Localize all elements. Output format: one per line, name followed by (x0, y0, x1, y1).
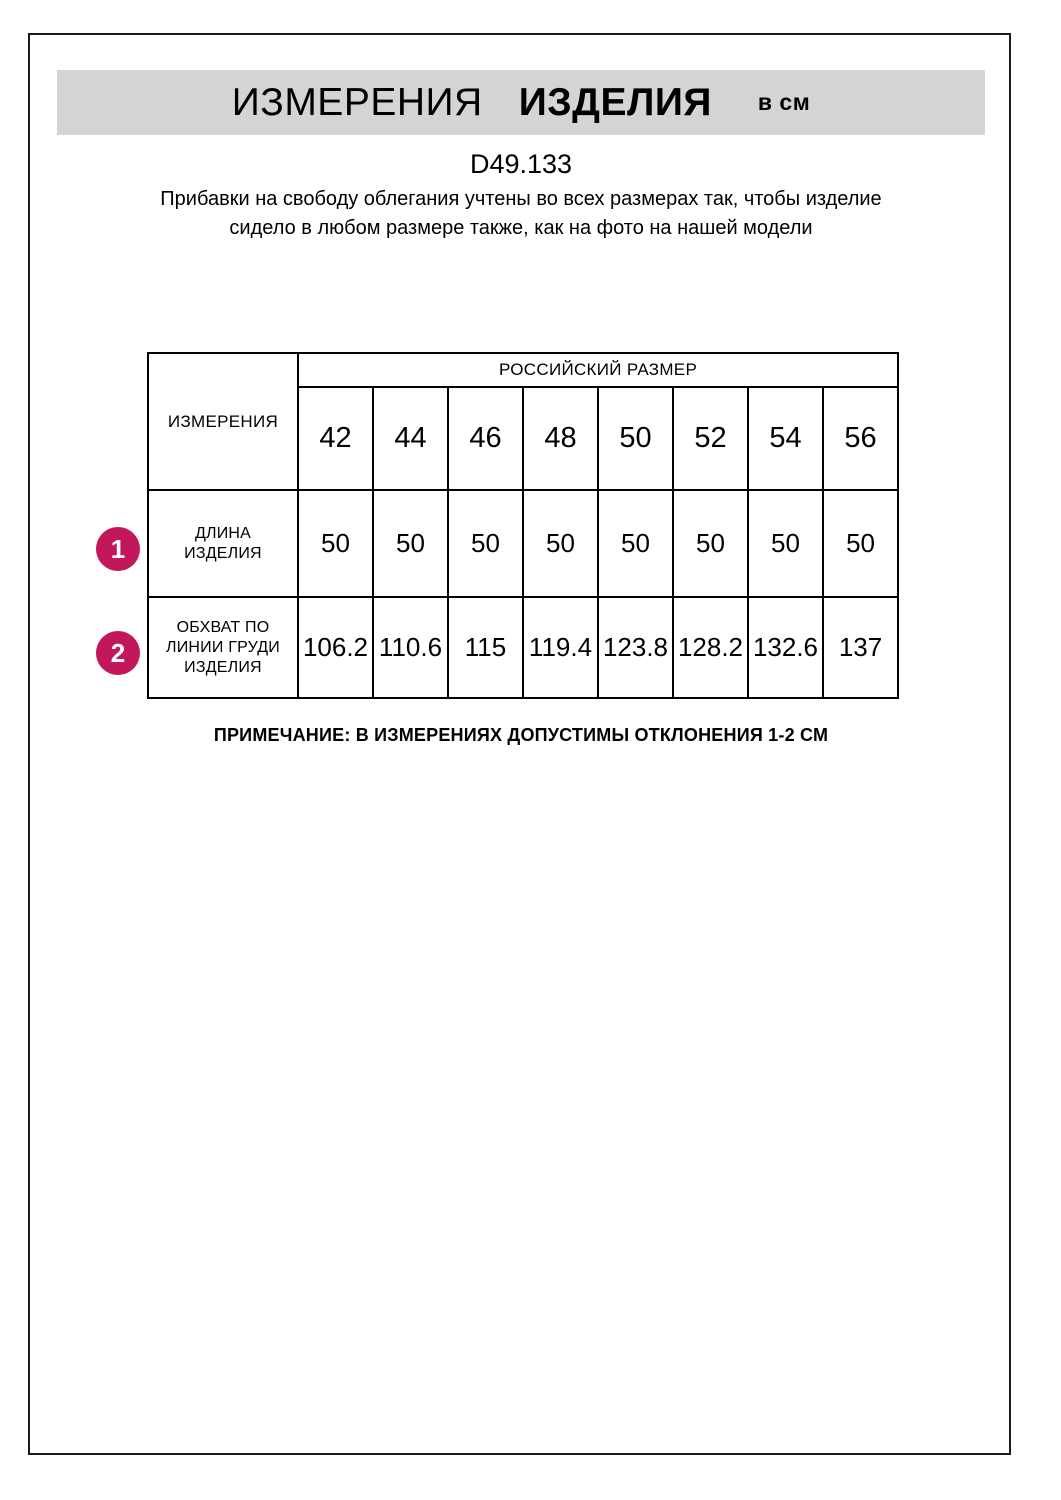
title-product: ИЗДЕЛИЯ (518, 80, 712, 124)
row-label-line: ИЗДЕЛИЯ (184, 544, 262, 562)
row-label-chest (148, 597, 298, 698)
cell-chest-52: 128.2 (673, 597, 748, 698)
header-measurements: ИЗМЕРЕНИЯ (148, 353, 298, 490)
cell-length-48: 50 (523, 490, 598, 597)
header-size-56: 56 (823, 387, 898, 490)
step-badge-2: 2 (96, 631, 140, 675)
header-size-48: 48 (523, 387, 598, 490)
header-size-46: 46 (448, 387, 523, 490)
title-band (57, 70, 985, 135)
size-table (147, 352, 899, 699)
header-size-50: 50 (598, 387, 673, 490)
title-units: в см (757, 89, 811, 115)
header-size-52: 52 (673, 387, 748, 490)
cell-length-50: 50 (598, 490, 673, 597)
header-size-group: РОССИЙСКИЙ РАЗМЕР (298, 353, 898, 387)
size-table-container (147, 352, 897, 699)
header-size-54: 54 (748, 387, 823, 490)
size-chart-page (28, 33, 1011, 1455)
cell-length-54: 50 (748, 490, 823, 597)
row-label-line: ОБХВАТ ПО (176, 618, 270, 636)
row-label-line: ДЛИНА (194, 524, 252, 542)
cell-length-46: 50 (448, 490, 523, 597)
table-row (148, 597, 898, 698)
footnote-tolerance: ПРИМЕЧАНИЕ: В ИЗМЕРЕНИЯХ ДОПУСТИМЫ ОТКЛОНЕНИЯ 1-2 СМ (213, 725, 829, 745)
cell-chest-46: 115 (448, 597, 523, 698)
cell-length-44: 50 (373, 490, 448, 597)
cell-chest-42: 106.2 (298, 597, 373, 698)
subtitle-block (130, 147, 912, 243)
title-measurements: ИЗМЕРЕНИЯ (231, 80, 483, 124)
cell-chest-56: 137 (823, 597, 898, 698)
row-label-length (148, 490, 298, 597)
header-size-42: 42 (298, 387, 373, 490)
cell-length-42: 50 (298, 490, 373, 597)
cell-chest-44: 110.6 (373, 597, 448, 698)
cell-chest-54: 132.6 (748, 597, 823, 698)
row-label-line: ИЗДЕЛИЯ (184, 658, 262, 676)
cell-length-52: 50 (673, 490, 748, 597)
cell-chest-50: 123.8 (598, 597, 673, 698)
row-label-line: ЛИНИИ ГРУДИ (166, 638, 280, 656)
cell-length-56: 50 (823, 490, 898, 597)
table-header-group-row (148, 353, 898, 387)
table-row (148, 490, 898, 597)
cell-chest-48: 119.4 (523, 597, 598, 698)
header-size-44: 44 (373, 387, 448, 490)
step-badge-1: 1 (96, 527, 140, 571)
fit-note: Прибавки на свободу облегания учтены во всех размерах так, чтобы изделие сидело в любом размере также, как на фото на нашей модели (160, 188, 882, 239)
product-code: D49.133 (469, 149, 573, 179)
